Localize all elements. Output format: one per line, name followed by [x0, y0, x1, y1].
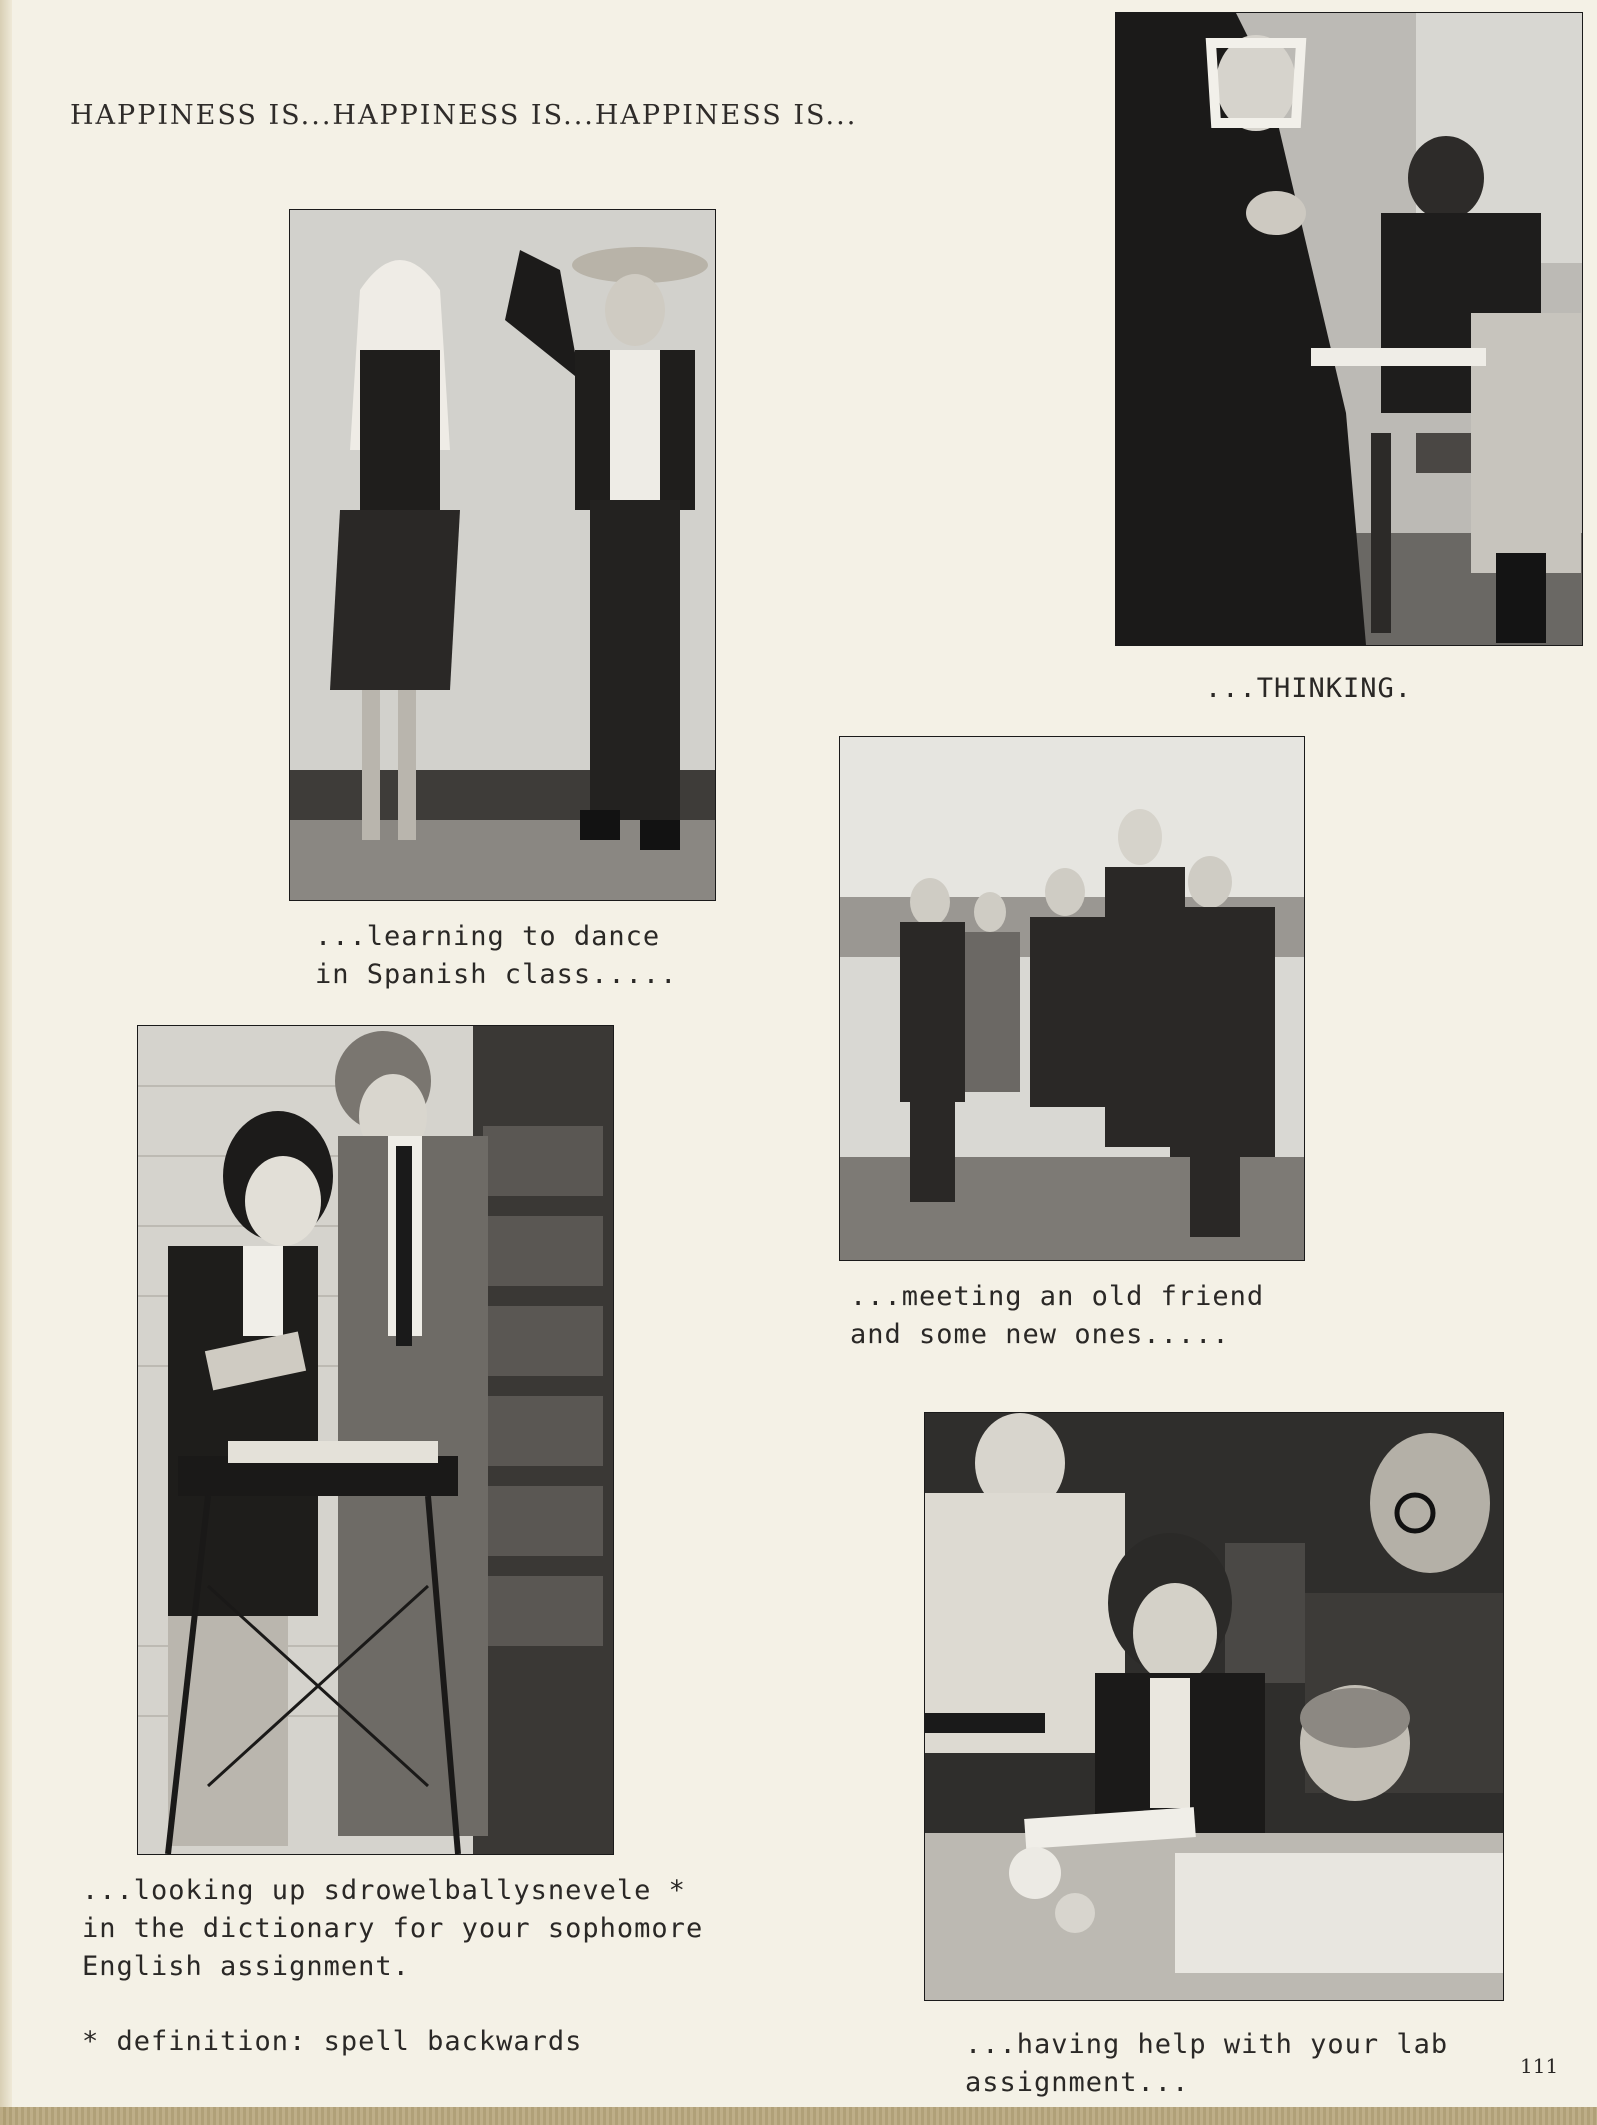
caption-line: and some new ones.....	[850, 1319, 1230, 1350]
thinking-photo-image	[1116, 13, 1582, 645]
page-binding-edge	[0, 0, 12, 2125]
caption-line: ...learning to dance	[315, 921, 661, 952]
photo-dance	[290, 210, 715, 900]
photo-dictionary	[138, 1026, 613, 1854]
caption-line: ...looking up sdrowelballysnevele *	[82, 1875, 686, 1906]
caption-friend	[850, 1278, 1264, 1354]
caption-line: ...THINKING.	[1205, 673, 1413, 704]
photo-thinking	[1116, 13, 1582, 645]
page-number: 111	[1520, 2054, 1559, 2078]
caption-line: English assignment.	[82, 1951, 410, 1982]
dance-photo-image	[290, 210, 715, 900]
caption-line: ...meeting an old friend	[850, 1281, 1265, 1312]
caption-thinking	[1205, 670, 1412, 708]
caption-dictionary	[82, 1872, 703, 1986]
bottom-binding-strip	[0, 2107, 1597, 2125]
caption-line: in the dictionary for your sophomore	[82, 1913, 704, 1944]
photo-friends	[840, 737, 1304, 1260]
footnote-definition: * definition: spell backwards	[82, 2026, 583, 2057]
caption-line: in Spanish class.....	[315, 959, 678, 990]
page-headline: HAPPINESS IS...HAPPINESS IS...HAPPINESS IS...	[70, 100, 858, 131]
caption-dance	[315, 918, 677, 994]
lab-photo-image	[925, 1413, 1503, 2000]
caption-line: ...having help with your lab	[965, 2029, 1449, 2060]
dictionary-photo-image	[138, 1026, 613, 1854]
caption-lab	[965, 2026, 1448, 2102]
caption-line: assignment...	[965, 2067, 1190, 2098]
friends-photo-image	[840, 737, 1304, 1260]
photo-lab	[925, 1413, 1503, 2000]
